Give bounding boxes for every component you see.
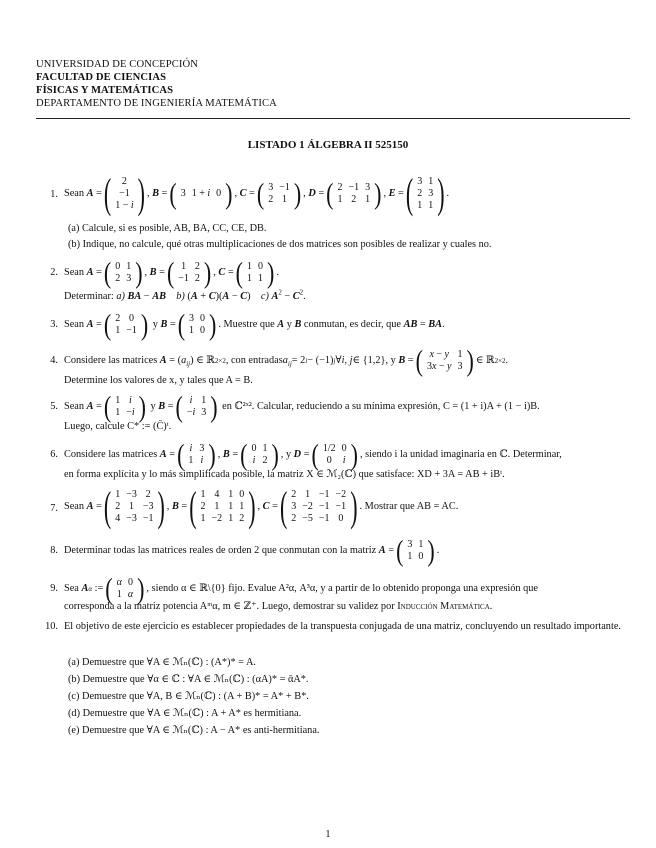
header-university: UNIVERSIDAD DE CONCEPCIÓN (36, 59, 198, 70)
problem-8-number: 8. (50, 545, 58, 556)
problem-5-number: 5. (50, 401, 58, 412)
problem-10a: (a) Demuestre que ∀A ∈ ℳₙ(ℂ) : (A*)* = A. (68, 657, 256, 668)
problem-4-statement: Considere las matrices A = ( $a_{ij}$ ) ∈ ℝ 2×2 , con entradas $a_{ij}$ = 2 i − (−1) j ∀ i, j ∈ {1,2}, y B = ( x − y 1 3x − y 3 ) ∈ ℝ 2×2 . (64, 343, 509, 378)
problem-1-number: 1. (50, 189, 58, 200)
problem-6-tail: , siendo i la unidad imaginaria en ℂ. Determinar, (359, 449, 562, 461)
problem-7-tail: . Mostrar que AB = AC. (359, 501, 459, 513)
problem-1b: (b) Indique, no calcule, qué otras multiplicaciones de dos matrices son posibles de realizar y cuales no. (68, 239, 492, 250)
problem-3-number: 3. (50, 319, 58, 330)
header-department: DEPARTAMENTO DE INGENIERÍA MATEMÁTICA (36, 98, 277, 109)
problem-3-statement: Sean A = ( 2 0 1 −1 ) y B = ( 3 0 1 0 ) . Muestre que A y B conmutan, es decir, que AB = BA . (64, 307, 445, 342)
problem-4-line2: Determine los valores de x, y tales que A = B. (64, 375, 253, 386)
problem-10e: (e) Demuestre que ∀A ∈ ℳₙ(ℂ) : A − A* es anti-hermitiana. (68, 725, 320, 736)
problem-9-number: 9. (50, 583, 58, 594)
document-title: LISTADO 1 ÁLGEBRA II 525150 (247, 139, 409, 151)
problem-5-line2: Luego, calcule C* := (C̄)ᵗ. (64, 421, 172, 432)
problem-10b: (b) Demuestre que ∀α ∈ ℂ : ∀A ∈ ℳₙ(ℂ) : (αA)* = ᾱA*. (68, 674, 309, 685)
problem-6-statement: Considere las matrices A = ( i 3 1 i ) , B = ( 0 1 i 2 ) , y D = ( 1/2 0 0 i ) , siendo i la unidad imaginaria en ℂ. Determinar, (64, 437, 562, 472)
header-faculty: FACULTAD DE CIENCIAS (36, 72, 167, 83)
problem-6-line2: en forma explícita y lo más simplificada posible, la matriz X ∈ ℳ₂(ℂ) que satisface: XD + 3A = AB + iBᵗ. (64, 469, 505, 480)
problem-7-statement: Sean A = ( 1 −3 2 2 1 −3 4 −3 −1 ) , B = ( 1 4 1 0 2 1 1 1 1 −2 1 2 ) , C = ( 2 1 −1 −2 3 −2 −1 −1 2 −5 −1 0 ) . Mostrar que AB = AC. (64, 482, 459, 530)
header-divider (36, 118, 630, 119)
problem-2-tasks: Determinar: a) BA − AB b) (A + C)(A − C) c) $A^2 - C^2$. (64, 288, 306, 302)
problem-6-number: 6. (50, 449, 58, 460)
induction-label: Inducción Matemática (397, 601, 490, 612)
problem-2-statement: Sean A = ( 0 1 2 3 ) , B = ( 1 2 −1 2 ) , C = ( 1 0 1 1 ) . (64, 255, 279, 290)
problem-8-statement: Determinar todas las matrices reales de orden 2 que conmutan con la matriz A = ( 3 1 1 0 ) . (64, 533, 440, 568)
problem-1-statement: Sean A = ( 2 −1 1 − i ) , B = ( 3 1 + i 0 ) , C = ( 3 −1 2 1 ) , D = ( 2 −1 3 1 2 1 ) , E = ( 3 1 2 3 1 1 ) . (64, 169, 450, 217)
problem-2-number: 2. (50, 267, 58, 278)
problem-9-tail: , siendo α ∈ ℝ\{0} fijo. Evalue A²α, A³α, y a partir de lo obtenido proponga una expresión que (146, 583, 538, 595)
problem-10d: (d) Demuestre que ∀A ∈ ℳₙ(ℂ) : A + A* es hermitiana. (68, 708, 302, 719)
problem-5-tail: en ℂ²ˣ². Calcular, reduciendo a su mínima expresión, C = (1 + i)A + (1 − i)B. (222, 401, 540, 413)
problem-9-line2: corresponda a la matriz potencia Aᵐα, m ∈ ℤ⁺. Luego, demostrar su validez por Inducción Matemática. (64, 601, 493, 612)
problem-1a: (a) Calcule, si es posible, AB, BA, CC, CE, DB. (68, 223, 267, 234)
problem-9-statement: Sea A α := ( α 0 1 α ) , siendo α ∈ ℝ\{0} fijo. Evalue A²α, A³α, y a partir de lo obtenido proponga una expresión que (64, 571, 538, 606)
page-number: 1 (325, 829, 331, 840)
problem-5-statement: Sean A = ( 1 i 1 −i ) y B = ( i 1 −i 3 ) en ℂ²ˣ². Calcular, reduciendo a su mínima expresión, C = (1 + i)A + (1 − i)B. (64, 389, 540, 424)
problem-4-number: 4. (50, 355, 58, 366)
problem-10c: (c) Demuestre que ∀A, B ∈ ℳₙ(ℂ) : (A + B)* = A* + B*. (68, 691, 309, 702)
header-faculty-2: FÍSICAS Y MATEMÁTICAS (36, 85, 174, 96)
problem-7-number: 7. (50, 503, 58, 514)
university-header (36, 58, 277, 110)
problem-10-number: 10. (45, 621, 58, 632)
problem-10-intro: El objetivo de este ejercicio es establecer propiedades de la transpuesta conjugada de una matriz, concluyendo un resultado importante. (64, 621, 621, 632)
